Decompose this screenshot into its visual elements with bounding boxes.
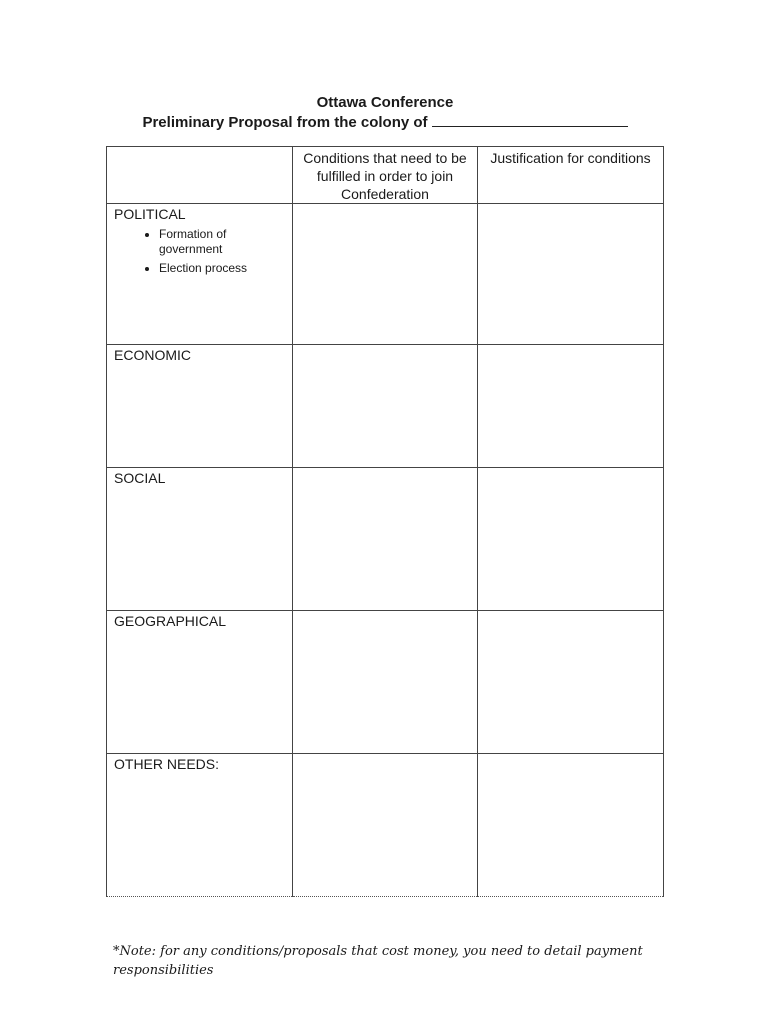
table-row bbox=[107, 754, 664, 897]
row-label-political: POLITICAL bbox=[114, 206, 186, 222]
bullet-item: • Formation of government bbox=[159, 227, 292, 257]
social-conditions-cell[interactable] bbox=[293, 468, 478, 611]
header-conditions: Conditions that need to be fulfilled in order to join Confederation bbox=[293, 147, 478, 204]
economic-justification-cell[interactable] bbox=[478, 345, 664, 468]
other-needs-justification-cell[interactable] bbox=[478, 754, 664, 897]
header-blank-cell bbox=[107, 147, 293, 204]
subtitle-text: Preliminary Proposal from the colony of bbox=[142, 114, 428, 131]
payment-note: *Note: for any conditions/proposals that cost money, you need to detail payment responsibilities bbox=[113, 944, 643, 978]
table-header-row bbox=[107, 147, 664, 204]
table-row bbox=[107, 345, 664, 468]
geographical-justification-cell[interactable] bbox=[478, 611, 664, 754]
table-row bbox=[107, 611, 664, 754]
proposal-table bbox=[106, 146, 664, 897]
row-label-other-needs: OTHER NEEDS: bbox=[107, 754, 293, 897]
bullet-item: • Election process bbox=[159, 261, 292, 276]
political-bullet-list bbox=[114, 227, 292, 276]
header-justification: Justification for conditions bbox=[478, 147, 664, 204]
row-label-cell bbox=[107, 204, 293, 345]
table-row bbox=[107, 468, 664, 611]
document-subtitle bbox=[0, 112, 770, 132]
row-label-social: SOCIAL bbox=[107, 468, 293, 611]
document-title: Ottawa Conference bbox=[316, 94, 454, 111]
social-justification-cell[interactable] bbox=[478, 468, 664, 611]
row-label-geographical: GEOGRAPHICAL bbox=[107, 611, 293, 754]
political-conditions-cell[interactable] bbox=[293, 204, 478, 345]
row-label-economic: ECONOMIC bbox=[107, 345, 293, 468]
colony-name-blank[interactable] bbox=[432, 112, 628, 127]
table-row bbox=[107, 204, 664, 345]
other-needs-conditions-cell[interactable] bbox=[293, 754, 478, 897]
geographical-conditions-cell[interactable] bbox=[293, 611, 478, 754]
political-justification-cell[interactable] bbox=[478, 204, 664, 345]
economic-conditions-cell[interactable] bbox=[293, 345, 478, 468]
